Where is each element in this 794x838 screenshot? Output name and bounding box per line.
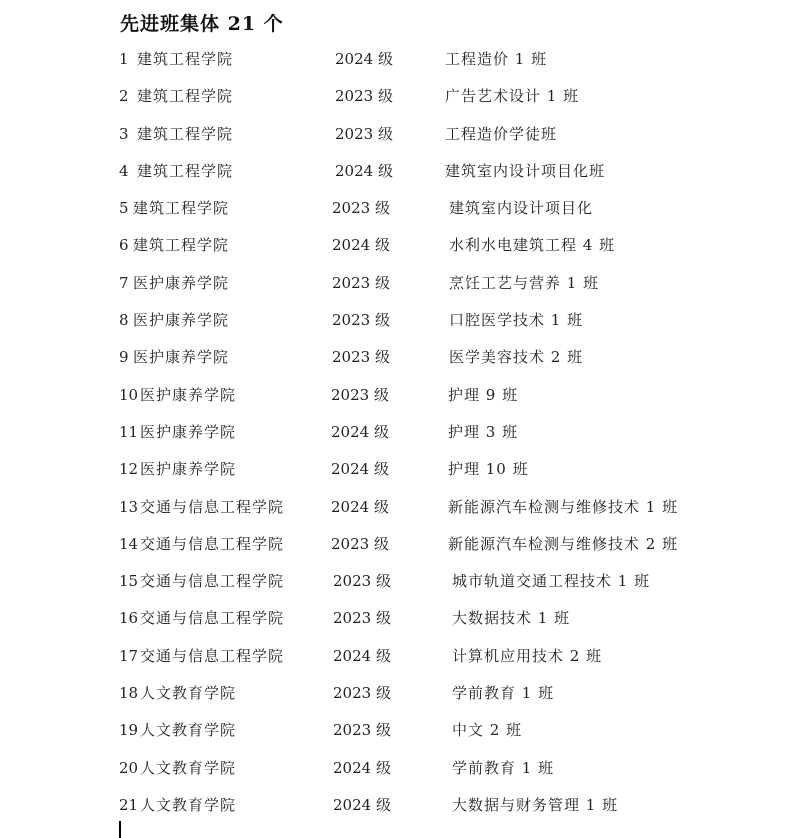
item-grade: 2023 级 (332, 311, 390, 330)
item-class: 广告艺术设计 1 班 (445, 87, 580, 106)
item-class: 烹饪工艺与营养 1 班 (449, 273, 600, 292)
list-item (0, 233, 794, 270)
list-item (0, 383, 794, 420)
list-item (0, 271, 794, 308)
item-college: 交通与信息工程学院 (140, 534, 285, 553)
item-college: 交通与信息工程学院 (140, 497, 285, 516)
item-college: 建筑工程学院 (133, 199, 230, 218)
list-item (0, 569, 794, 606)
list-item (0, 457, 794, 494)
item-class: 工程造价学徒班 (445, 124, 558, 143)
item-grade: 2023 级 (333, 684, 391, 703)
item-class: 中文 2 班 (452, 721, 523, 740)
item-grade: 2024 级 (333, 758, 391, 777)
item-college: 医护康养学院 (140, 460, 237, 479)
item-college: 建筑工程学院 (137, 124, 234, 143)
item-class: 城市轨道交通工程技术 1 班 (452, 572, 651, 591)
item-college: 建筑工程学院 (137, 50, 234, 68)
class-list (0, 47, 794, 830)
item-class: 口腔医学技术 1 班 (449, 311, 584, 330)
item-number: 13 (119, 497, 139, 516)
item-grade: 2023 级 (333, 572, 391, 591)
item-number: 3 (119, 124, 129, 143)
list-item (0, 644, 794, 681)
item-number: 6 (119, 236, 129, 255)
item-number: 7 (119, 273, 129, 292)
item-college: 交通与信息工程学院 (140, 646, 285, 665)
item-class: 大数据与财务管理 1 班 (452, 795, 619, 814)
item-college: 人文教育学院 (140, 684, 237, 703)
item-college: 医护康养学院 (140, 385, 237, 404)
item-number: 14 (119, 534, 139, 553)
item-grade: 2023 级 (331, 385, 389, 404)
item-class: 学前教育 1 班 (452, 758, 555, 777)
item-number: 18 (119, 684, 139, 703)
item-college: 建筑工程学院 (137, 161, 234, 180)
item-number: 2 (119, 87, 129, 106)
item-number: 4 (119, 161, 129, 180)
item-number: 16 (119, 609, 139, 628)
list-item (0, 345, 794, 382)
item-number: 17 (119, 646, 139, 665)
item-grade: 2023 级 (332, 199, 390, 218)
item-number: 5 (119, 199, 129, 218)
list-item (0, 532, 794, 569)
item-college: 建筑工程学院 (137, 87, 234, 106)
item-class: 建筑室内设计项目化 (449, 199, 594, 218)
item-college: 医护康养学院 (133, 273, 230, 292)
list-item (0, 718, 794, 755)
item-class: 工程造价 1 班 (445, 50, 548, 68)
text-cursor[interactable] (119, 821, 121, 838)
list-item (0, 122, 794, 159)
item-class: 建筑室内设计项目化班 (445, 161, 606, 180)
item-grade: 2023 级 (333, 721, 391, 740)
item-class: 大数据技术 1 班 (452, 609, 571, 628)
list-item (0, 606, 794, 643)
list-item (0, 84, 794, 121)
item-grade: 2023 级 (333, 609, 391, 628)
item-grade: 2024 级 (335, 50, 393, 68)
item-grade: 2024 级 (331, 422, 389, 441)
list-item (0, 681, 794, 718)
list-item (0, 308, 794, 345)
item-grade: 2024 级 (331, 460, 389, 479)
item-grade: 2023 级 (335, 124, 393, 143)
item-college: 人文教育学院 (140, 721, 237, 740)
item-number: 10 (119, 385, 139, 404)
item-college: 交通与信息工程学院 (140, 609, 285, 628)
item-number: 21 (119, 795, 139, 814)
item-grade: 2023 级 (332, 348, 390, 367)
list-item (0, 196, 794, 233)
item-grade: 2024 级 (333, 646, 391, 665)
item-college: 人文教育学院 (140, 795, 237, 814)
item-number: 20 (119, 758, 139, 777)
item-college: 交通与信息工程学院 (140, 572, 285, 591)
item-number: 19 (119, 721, 139, 740)
item-college: 医护康养学院 (133, 311, 230, 330)
item-class: 医学美容技术 2 班 (449, 348, 584, 367)
item-number: 1 (119, 50, 129, 68)
item-class: 护理 9 班 (448, 385, 519, 404)
item-class: 水利水电建筑工程 4 班 (449, 236, 616, 255)
list-item (0, 495, 794, 532)
item-grade: 2024 级 (333, 795, 391, 814)
item-class: 护理 3 班 (448, 422, 519, 441)
item-grade: 2023 级 (331, 534, 389, 553)
item-grade: 2024 级 (331, 497, 389, 516)
item-college: 医护康养学院 (133, 348, 230, 367)
item-number: 11 (119, 422, 139, 441)
item-grade: 2023 级 (332, 273, 390, 292)
item-grade: 2024 级 (332, 236, 390, 255)
list-item (0, 159, 794, 196)
item-grade: 2023 级 (335, 87, 393, 106)
item-grade: 2024 级 (335, 161, 393, 180)
item-number: 12 (119, 460, 139, 479)
item-class: 新能源汽车检测与维修技术 2 班 (448, 534, 679, 553)
item-college: 人文教育学院 (140, 758, 237, 777)
list-item (0, 420, 794, 457)
item-number: 8 (119, 311, 129, 330)
item-class: 计算机应用技术 2 班 (452, 646, 603, 665)
document-title: 先进班集体 21 个 (120, 13, 284, 35)
item-college: 医护康养学院 (140, 422, 237, 441)
item-number: 9 (119, 348, 129, 367)
item-class: 学前教育 1 班 (452, 684, 555, 703)
list-item (0, 756, 794, 793)
item-college: 建筑工程学院 (133, 236, 230, 255)
item-class: 新能源汽车检测与维修技术 1 班 (448, 497, 679, 516)
item-number: 15 (119, 572, 139, 591)
list-item (0, 47, 794, 84)
item-class: 护理 10 班 (448, 460, 529, 479)
